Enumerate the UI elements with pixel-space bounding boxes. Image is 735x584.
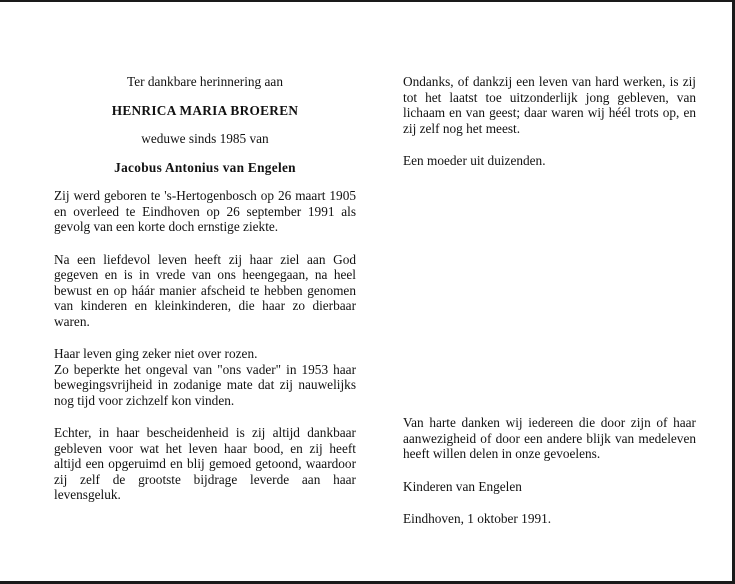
gratitude-paragraph: Echter, in haar bescheidenheid is zij altijd dankbaar gebleven voor wat het leven haar bood, en zij heeft altijd een opgeruimd en blij gemoed getoond, waardoor zij zelf de grootste bijdrage leverde aan haar levensgeluk. [54, 425, 356, 502]
roses-line: Haar leven ging zeker niet over rozen. [54, 346, 258, 361]
accident-paragraph: Zo beperkte het ongeval van "ons vader" in 1953 haar bewegingsvrijheid in zodanige mate dat zij nauwelijks nog tijd voor zichzelf kon vinden. [54, 361, 356, 408]
hard-work-paragraph: Ondanks, of dankzij een leven van hard werken, is zij tot het laatst toe uitzonderlijk jong gebleven, van lichaam en van geest; daar waren wij héél trots op, en zij zelf nog het meest. [403, 74, 696, 136]
right-column [403, 74, 696, 169]
mother-line: Een moeder uit duizenden. [403, 153, 546, 168]
left-column [54, 74, 356, 503]
husband-name: Jacobus Antonius van Engelen [114, 159, 296, 175]
intro-line: Ter dankbare herinnering aan [127, 74, 283, 89]
life-paragraph: Na een liefdevol leven heeft zij haar ziel aan God gegeven en is in vrede van ons heengegaan, na heel bewust en op háár manier afscheid te hebben genomen van kinderen en kleinkinderen, die haar zo dierbaar waren. [54, 251, 356, 329]
deceased-name: HENRICA MARIA BROEREN [111, 102, 299, 118]
thanks-paragraph: Van harte danken wij iedereen die door zijn of haar aanwezigheid of door een andere blijk van medeleven heeft willen delen in onze gevoelens. [403, 415, 696, 461]
widow-line: weduwe sinds 1985 van [141, 131, 269, 146]
place-date-line: Eindhoven, 1 oktober 1991. [403, 511, 552, 526]
signature-line: Kinderen van Engelen [403, 478, 522, 494]
right-closing [403, 415, 696, 527]
birth-death-paragraph: Zij werd geboren te 's-Hertogenbosch op 26 maart 1905 en overleed te Eindhoven op 26 september 1991 als gevolg van een korte doch ernstige ziekte. [54, 188, 356, 234]
